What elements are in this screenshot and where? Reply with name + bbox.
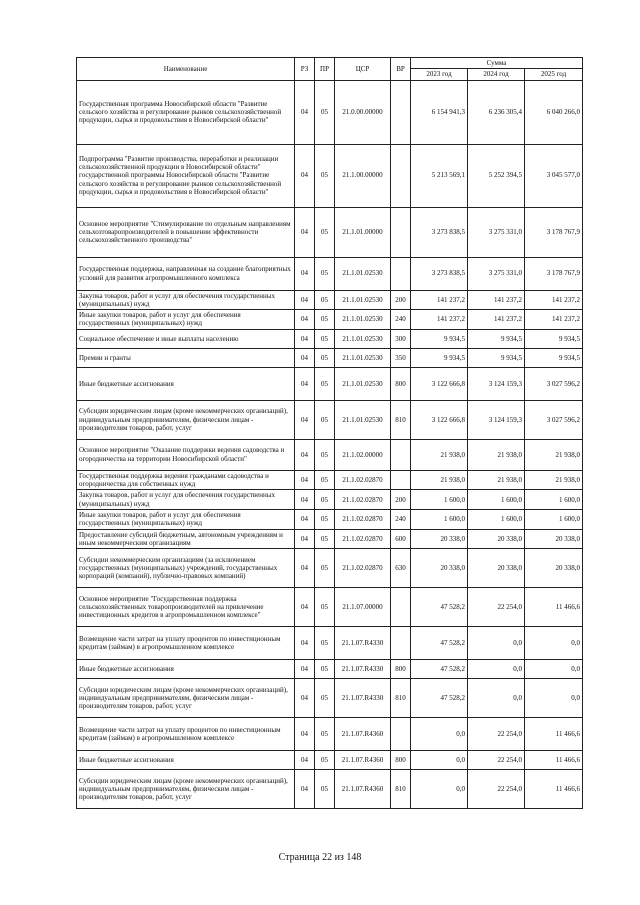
cell-y2023: 3 273 838,5 bbox=[411, 207, 468, 257]
cell-pr: 05 bbox=[315, 679, 335, 718]
cell-rz: 04 bbox=[295, 367, 315, 400]
cell-y2024: 21 938,0 bbox=[468, 439, 525, 470]
cell-name: Закупка товаров, работ и услуг для обеспечения государственных (муниципальных) нужд bbox=[77, 490, 295, 510]
cell-y2024: 141 237,2 bbox=[468, 290, 525, 310]
cell-y2023: 47 528,2 bbox=[411, 660, 468, 679]
cell-pr: 05 bbox=[315, 257, 335, 290]
cell-name: Государственная программа Новосибирской области "Развитие сельского хозяйства и регулирование рынков сельскохозяйственной продукции, сырья и продовольствия в Новосибирской области" bbox=[77, 80, 295, 144]
cell-pr: 05 bbox=[315, 751, 335, 770]
table-row bbox=[77, 770, 583, 809]
cell-vr: 800 bbox=[391, 367, 411, 400]
cell-rz: 04 bbox=[295, 490, 315, 510]
cell-y2024: 3 275 331,0 bbox=[468, 257, 525, 290]
cell-vr: 810 bbox=[391, 770, 411, 809]
table-row bbox=[77, 310, 583, 330]
cell-y2025: 3 178 767,9 bbox=[525, 207, 583, 257]
cell-csr: 21.1.02.02870 bbox=[335, 509, 391, 529]
cell-name: Премии и гранты bbox=[77, 348, 295, 367]
cell-y2023: 21 938,0 bbox=[411, 439, 468, 470]
cell-name: Субсидии юридическим лицам (кроме некоммерческих организаций), индивидуальным предпринимателям, физическим лицам - производителям товаров, работ, услуг bbox=[77, 770, 295, 809]
cell-name: Закупка товаров, работ и услуг для обеспечения государственных (муниципальных) нужд bbox=[77, 290, 295, 310]
table-row bbox=[77, 329, 583, 348]
table-row bbox=[77, 290, 583, 310]
cell-name: Предоставление субсидий бюджетным, автономным учреждениям и иным некоммерческим организациям bbox=[77, 529, 295, 549]
table-row bbox=[77, 751, 583, 770]
cell-y2024: 0,0 bbox=[468, 679, 525, 718]
cell-vr: 800 bbox=[391, 751, 411, 770]
cell-y2024: 3 275 331,0 bbox=[468, 207, 525, 257]
cell-y2025: 20 338,0 bbox=[525, 549, 583, 588]
cell-rz: 04 bbox=[295, 627, 315, 660]
cell-csr: 21.1.01.02530 bbox=[335, 329, 391, 348]
cell-y2024: 20 338,0 bbox=[468, 549, 525, 588]
cell-y2025: 11 466,6 bbox=[525, 751, 583, 770]
cell-csr: 21.1.07.00000 bbox=[335, 588, 391, 627]
cell-vr bbox=[391, 627, 411, 660]
cell-y2025: 9 934,5 bbox=[525, 329, 583, 348]
cell-rz: 04 bbox=[295, 509, 315, 529]
cell-y2024: 22 254,0 bbox=[468, 718, 525, 751]
cell-pr: 05 bbox=[315, 627, 335, 660]
cell-y2025: 3 027 596,2 bbox=[525, 367, 583, 400]
cell-y2025: 0,0 bbox=[525, 660, 583, 679]
cell-y2023: 5 213 569,1 bbox=[411, 144, 468, 207]
table-row bbox=[77, 679, 583, 718]
budget-table-container bbox=[76, 57, 582, 809]
header-year-2024: 2024 год bbox=[468, 69, 525, 80]
cell-y2024: 0,0 bbox=[468, 627, 525, 660]
cell-y2025: 11 466,6 bbox=[525, 718, 583, 751]
cell-y2025: 11 466,6 bbox=[525, 770, 583, 809]
cell-name: Государственная поддержка ведения гражданами садоводства и огородничества для собственных нужд bbox=[77, 470, 295, 490]
cell-csr: 21.1.01.02530 bbox=[335, 367, 391, 400]
cell-y2023: 1 600,0 bbox=[411, 509, 468, 529]
cell-rz: 04 bbox=[295, 207, 315, 257]
table-row bbox=[77, 400, 583, 439]
cell-pr: 05 bbox=[315, 529, 335, 549]
cell-pr: 05 bbox=[315, 470, 335, 490]
cell-y2023: 21 938,0 bbox=[411, 470, 468, 490]
cell-csr: 21.1.02.02870 bbox=[335, 549, 391, 588]
cell-y2024: 6 236 305,4 bbox=[468, 80, 525, 144]
header-year-2025: 2025 год bbox=[525, 69, 583, 80]
cell-csr: 21.1.00.00000 bbox=[335, 144, 391, 207]
table-row bbox=[77, 588, 583, 627]
cell-y2024: 21 938,0 bbox=[468, 470, 525, 490]
cell-rz: 04 bbox=[295, 679, 315, 718]
cell-vr: 200 bbox=[391, 490, 411, 510]
cell-name: Субсидии юридическим лицам (кроме некоммерческих организаций), индивидуальным предпринимателям, физическим лицам - производителям товаров, работ, услуг bbox=[77, 400, 295, 439]
cell-y2025: 6 040 266,0 bbox=[525, 80, 583, 144]
cell-csr: 21.1.07.R4330 bbox=[335, 627, 391, 660]
table-row bbox=[77, 718, 583, 751]
cell-csr: 21.1.01.02530 bbox=[335, 400, 391, 439]
cell-name: Иные бюджетные ассигнования bbox=[77, 751, 295, 770]
cell-name: Основное мероприятие "Стимулирование по отдельным направлениям сельхозтоваропроизводителей в повышении эффективности сельскохозяйственного производства" bbox=[77, 207, 295, 257]
cell-y2023: 141 237,2 bbox=[411, 290, 468, 310]
cell-rz: 04 bbox=[295, 770, 315, 809]
table-row bbox=[77, 257, 583, 290]
header-year-2023: 2023 год bbox=[411, 69, 468, 80]
cell-y2024: 5 252 394,5 bbox=[468, 144, 525, 207]
cell-y2024: 1 600,0 bbox=[468, 490, 525, 510]
cell-name: Субсидии некоммерческим организациям (за исключением государственных (муниципальных) учреждений, государственных корпораций (компаний), публично-правовых компаний) bbox=[77, 549, 295, 588]
cell-y2024: 22 254,0 bbox=[468, 588, 525, 627]
cell-name: Иные закупки товаров, работ и услуг для обеспечения государственных (муниципальных) нужд bbox=[77, 310, 295, 330]
cell-csr: 21.1.07.R4360 bbox=[335, 751, 391, 770]
cell-vr: 630 bbox=[391, 549, 411, 588]
table-row bbox=[77, 348, 583, 367]
table-row bbox=[77, 470, 583, 490]
cell-csr: 21.1.01.00000 bbox=[335, 207, 391, 257]
cell-name: Иные бюджетные ассигнования bbox=[77, 660, 295, 679]
cell-y2025: 0,0 bbox=[525, 627, 583, 660]
cell-pr: 05 bbox=[315, 660, 335, 679]
header-rz: РЗ bbox=[295, 58, 315, 81]
cell-y2024: 22 254,0 bbox=[468, 751, 525, 770]
cell-csr: 21.1.02.00000 bbox=[335, 439, 391, 470]
table-row bbox=[77, 529, 583, 549]
cell-y2023: 47 528,2 bbox=[411, 588, 468, 627]
cell-y2023: 0,0 bbox=[411, 770, 468, 809]
cell-y2023: 20 338,0 bbox=[411, 549, 468, 588]
cell-vr bbox=[391, 257, 411, 290]
cell-pr: 05 bbox=[315, 770, 335, 809]
cell-pr: 05 bbox=[315, 400, 335, 439]
header-name: Наименование bbox=[77, 58, 295, 81]
cell-pr: 05 bbox=[315, 439, 335, 470]
cell-pr: 05 bbox=[315, 490, 335, 510]
header-csr: ЦСР bbox=[335, 58, 391, 81]
table-row bbox=[77, 367, 583, 400]
cell-y2024: 9 934,5 bbox=[468, 348, 525, 367]
cell-y2023: 20 338,0 bbox=[411, 529, 468, 549]
cell-pr: 05 bbox=[315, 509, 335, 529]
cell-name: Иные бюджетные ассигнования bbox=[77, 367, 295, 400]
cell-csr: 21.1.01.02530 bbox=[335, 257, 391, 290]
cell-y2025: 1 600,0 bbox=[525, 490, 583, 510]
cell-rz: 04 bbox=[295, 439, 315, 470]
table-row bbox=[77, 549, 583, 588]
cell-y2025: 0,0 bbox=[525, 679, 583, 718]
cell-name: Субсидии юридическим лицам (кроме некоммерческих организаций), индивидуальным предпринимателям, физическим лицам - производителям товаров, работ, услуг bbox=[77, 679, 295, 718]
table-row bbox=[77, 627, 583, 660]
cell-y2024: 141 237,2 bbox=[468, 310, 525, 330]
cell-y2023: 141 237,2 bbox=[411, 310, 468, 330]
cell-y2023: 0,0 bbox=[411, 751, 468, 770]
cell-vr bbox=[391, 588, 411, 627]
cell-name: Иные закупки товаров, работ и услуг для обеспечения государственных (муниципальных) нужд bbox=[77, 509, 295, 529]
cell-rz: 04 bbox=[295, 290, 315, 310]
cell-pr: 05 bbox=[315, 718, 335, 751]
cell-rz: 04 bbox=[295, 588, 315, 627]
cell-y2024: 22 254,0 bbox=[468, 770, 525, 809]
budget-table bbox=[76, 57, 583, 809]
cell-y2023: 9 934,5 bbox=[411, 329, 468, 348]
cell-name: Подпрограмма "Развитие производства, переработки и реализации сельскохозяйственной продукции в Новосибирской области" государственной программы Новосибирской области "Развитие сельского хозяйства и регулирование рынков сельскохозяйственной продукции, сырья и продовольствия в Новосибирской области" bbox=[77, 144, 295, 207]
page-footer: Страница 22 из 148 bbox=[278, 852, 362, 863]
cell-y2025: 1 600,0 bbox=[525, 509, 583, 529]
cell-csr: 21.1.01.02530 bbox=[335, 348, 391, 367]
cell-y2025: 20 338,0 bbox=[525, 529, 583, 549]
cell-name: Основное мероприятие "Оказание поддержки ведения садоводства и огородничества на территории Новосибирской области" bbox=[77, 439, 295, 470]
table-row bbox=[77, 490, 583, 510]
cell-pr: 05 bbox=[315, 310, 335, 330]
cell-y2024: 3 124 159,3 bbox=[468, 400, 525, 439]
cell-csr: 21.1.07.R4360 bbox=[335, 718, 391, 751]
table-row bbox=[77, 439, 583, 470]
cell-y2025: 11 466,6 bbox=[525, 588, 583, 627]
cell-y2025: 141 237,2 bbox=[525, 290, 583, 310]
cell-rz: 04 bbox=[295, 549, 315, 588]
table-row bbox=[77, 207, 583, 257]
cell-y2025: 9 934,5 bbox=[525, 348, 583, 367]
cell-y2024: 20 338,0 bbox=[468, 529, 525, 549]
cell-rz: 04 bbox=[295, 718, 315, 751]
cell-y2023: 6 154 941,3 bbox=[411, 80, 468, 144]
table-row bbox=[77, 144, 583, 207]
cell-rz: 04 bbox=[295, 348, 315, 367]
header-pr: ПР bbox=[315, 58, 335, 81]
cell-pr: 05 bbox=[315, 588, 335, 627]
cell-vr: 200 bbox=[391, 290, 411, 310]
cell-y2023: 1 600,0 bbox=[411, 490, 468, 510]
cell-csr: 21.0.00.00000 bbox=[335, 80, 391, 144]
header-vr: ВР bbox=[391, 58, 411, 81]
cell-y2023: 3 122 666,8 bbox=[411, 400, 468, 439]
cell-csr: 21.1.07.R4360 bbox=[335, 770, 391, 809]
cell-rz: 04 bbox=[295, 329, 315, 348]
cell-y2023: 9 934,5 bbox=[411, 348, 468, 367]
cell-y2025: 21 938,0 bbox=[525, 439, 583, 470]
cell-vr bbox=[391, 144, 411, 207]
cell-vr: 600 bbox=[391, 529, 411, 549]
cell-csr: 21.1.01.02530 bbox=[335, 290, 391, 310]
cell-pr: 05 bbox=[315, 290, 335, 310]
cell-vr: 350 bbox=[391, 348, 411, 367]
cell-y2024: 1 600,0 bbox=[468, 509, 525, 529]
cell-pr: 05 bbox=[315, 348, 335, 367]
table-row bbox=[77, 80, 583, 144]
cell-csr: 21.1.02.02870 bbox=[335, 529, 391, 549]
cell-vr: 240 bbox=[391, 509, 411, 529]
table-body bbox=[77, 80, 583, 809]
cell-name: Основное мероприятие "Государственная поддержка сельскохозяйственных товаропроизводителей на привлечение инвестиционных кредитов в агропромышленном комплексе" bbox=[77, 588, 295, 627]
cell-vr: 300 bbox=[391, 329, 411, 348]
cell-rz: 04 bbox=[295, 257, 315, 290]
cell-name: Социальное обеспечение и иные выплаты населению bbox=[77, 329, 295, 348]
cell-pr: 05 bbox=[315, 80, 335, 144]
cell-pr: 05 bbox=[315, 549, 335, 588]
cell-rz: 04 bbox=[295, 751, 315, 770]
cell-name: Возмещение части затрат на уплату процентов по инвестиционным кредитам (займам) в агропромышленном комплексе bbox=[77, 627, 295, 660]
cell-y2023: 47 528,2 bbox=[411, 627, 468, 660]
cell-rz: 04 bbox=[295, 144, 315, 207]
cell-pr: 05 bbox=[315, 144, 335, 207]
cell-csr: 21.1.01.02530 bbox=[335, 310, 391, 330]
cell-y2024: 3 124 159,3 bbox=[468, 367, 525, 400]
cell-y2023: 47 528,2 bbox=[411, 679, 468, 718]
cell-y2023: 3 122 666,8 bbox=[411, 367, 468, 400]
cell-csr: 21.1.07.R4330 bbox=[335, 679, 391, 718]
cell-y2024: 0,0 bbox=[468, 660, 525, 679]
cell-rz: 04 bbox=[295, 80, 315, 144]
cell-y2025: 141 237,2 bbox=[525, 310, 583, 330]
cell-rz: 04 bbox=[295, 400, 315, 439]
cell-y2023: 0,0 bbox=[411, 718, 468, 751]
cell-vr bbox=[391, 80, 411, 144]
cell-rz: 04 bbox=[295, 529, 315, 549]
cell-pr: 05 bbox=[315, 367, 335, 400]
cell-name: Государственная поддержка, направленная на создание благоприятных условий для развития агропромышленного комплекса bbox=[77, 257, 295, 290]
cell-y2025: 3 027 596,2 bbox=[525, 400, 583, 439]
cell-vr: 810 bbox=[391, 679, 411, 718]
cell-pr: 05 bbox=[315, 329, 335, 348]
cell-y2025: 3 178 767,9 bbox=[525, 257, 583, 290]
cell-vr: 240 bbox=[391, 310, 411, 330]
cell-y2025: 21 938,0 bbox=[525, 470, 583, 490]
cell-rz: 04 bbox=[295, 310, 315, 330]
cell-pr: 05 bbox=[315, 207, 335, 257]
cell-vr bbox=[391, 439, 411, 470]
cell-csr: 21.1.02.02870 bbox=[335, 490, 391, 510]
cell-csr: 21.1.07.R4330 bbox=[335, 660, 391, 679]
cell-vr bbox=[391, 470, 411, 490]
cell-rz: 04 bbox=[295, 470, 315, 490]
cell-name: Возмещение части затрат на уплату процентов по инвестиционным кредитам (займам) в агропромышленном комплексе bbox=[77, 718, 295, 751]
cell-vr bbox=[391, 207, 411, 257]
cell-y2024: 9 934,5 bbox=[468, 329, 525, 348]
cell-csr: 21.1.02.02870 bbox=[335, 470, 391, 490]
header-sum: Сумма bbox=[411, 58, 583, 69]
table-row bbox=[77, 509, 583, 529]
cell-vr bbox=[391, 718, 411, 751]
cell-vr: 810 bbox=[391, 400, 411, 439]
cell-rz: 04 bbox=[295, 660, 315, 679]
cell-y2023: 3 273 838,5 bbox=[411, 257, 468, 290]
cell-y2025: 3 045 577,0 bbox=[525, 144, 583, 207]
table-row bbox=[77, 660, 583, 679]
cell-vr: 800 bbox=[391, 660, 411, 679]
